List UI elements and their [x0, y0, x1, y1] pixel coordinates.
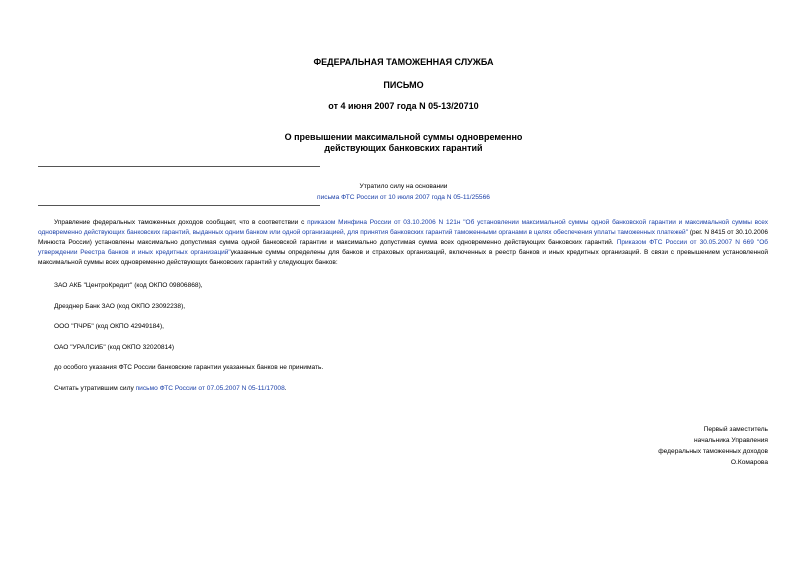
signature-line-1: Первый заместитель — [703, 426, 768, 433]
repealed-letter-link[interactable]: письмо ФТС России от 07.05.2007 N 05-11/17008 — [135, 385, 285, 392]
divider-bottom — [38, 205, 320, 206]
repeal-end: . — [284, 385, 287, 392]
para-text-3: указанные суммы определены для банков и страховых организаций, включенных в реестр банков и иных кредитных организаций. В связи с превышением установленной максимальной суммы всех одновременно действующих банковских гарантий у следующих банков: — [38, 249, 769, 266]
repeal-text: Считать утратившим силу — [54, 385, 136, 392]
bank-item: ООО "ПЧРБ" (код ОКПО 42949184), — [54, 323, 164, 330]
subject-line-1: О превышении максимальной суммы одновременно — [284, 132, 523, 142]
bank-item: ЗАО АКБ "ЦентроКредит" (код ОКПО 09806868), — [54, 282, 203, 289]
divider-top — [38, 166, 320, 167]
subject-line-2: действующих банковских гарантий — [324, 143, 483, 153]
instruction-text: до особого указания ФТС России банковские гарантии указанных банков не принимать. — [54, 364, 324, 371]
minfin-order-link[interactable]: приказом Минфина России от 03.10.2006 N 121н "Об установлении максимальной суммы одной банковской гарантии и максимальной суммы всех одновременно действующих банковских гарантий, выданных одним банком или одной организацией, для принятия банковских гарантий таможенными органами в целях обеспечения уплаты таможенных платежей" — [38, 219, 769, 236]
signature-line-2: начальника Управления — [694, 437, 768, 444]
status-link-wrap — [0, 192, 807, 203]
para-text-1: Управление федеральных таможенных доходов сообщает, что в соответствии с — [54, 219, 308, 226]
signature-line-3: федеральных таможенных доходов — [658, 448, 768, 455]
status-note: Утратило силу на основании — [359, 183, 448, 190]
bank-item: ОАО "УРАЛСИБ" (код ОКПО 32020814) — [54, 344, 175, 351]
agency-title: ФЕДЕРАЛЬНАЯ ТАМОЖЕННАЯ СЛУЖБА — [313, 57, 494, 67]
doc-subject — [0, 132, 807, 154]
status-link[interactable]: письма ФТС России от 10 июля 2007 года N 05-11/25566 — [317, 194, 490, 201]
signature-block — [658, 424, 768, 468]
para-text-2: (рег. N 8415 от 30.10.2006 Минюста России) установлены максимально допустимая сумма одной банковской гарантии и максимально допустимая сумма всех одновременно действующих банковских гарантий. — [38, 229, 768, 246]
doc-type-title: ПИСЬМО — [383, 80, 424, 90]
doc-date-number: от 4 июня 2007 года N 05-13/20710 — [328, 101, 479, 111]
main-paragraph — [38, 218, 768, 268]
bank-item: Дрезднер Банк ЗАО (код ОКПО 23092238), — [54, 303, 186, 310]
signature-name: О.Комарова — [730, 459, 768, 466]
fts-order-link[interactable]: Приказом ФТС России от 30.05.2007 N 669 "Об утверждении Реестра банков и иных кредитных организаций" — [38, 239, 768, 256]
repeal-line — [54, 384, 287, 394]
